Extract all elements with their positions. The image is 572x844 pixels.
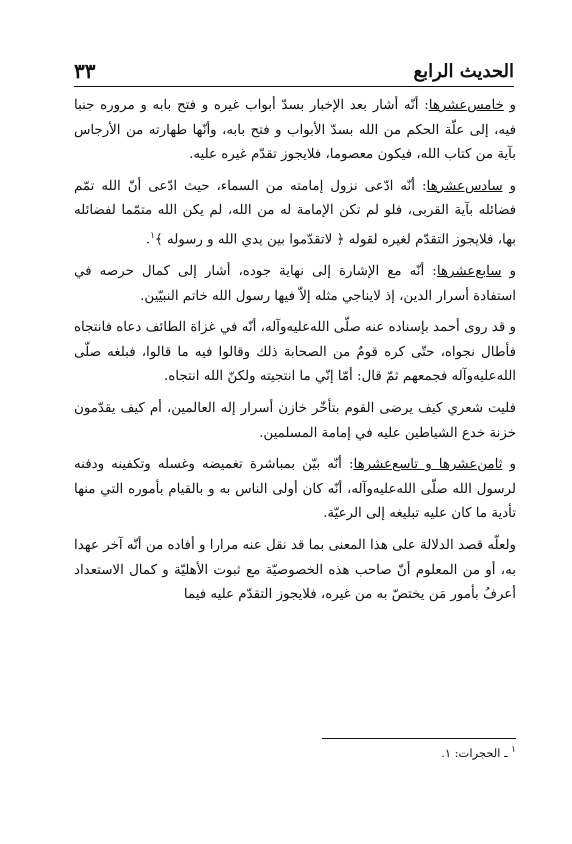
paragraph-prefix: و (502, 457, 516, 473)
paragraph-prefix: و (503, 98, 516, 113)
paragraph-end: . (145, 232, 151, 248)
paragraph-text: و قد روى أحمد بإسناده عنه صلّى الله‌عليه‌وآله، أنّه في غزاة الطائف دعاه فانتجاه فأطال نجواه، حتّى كره قومٌ من الصحابة ذلك وقالوا فيه ما قالوا، فبلغه صلّى الله‌عليه‌وآله فجمعهم ثمّ قال: أمّا إنّي ما انتجيته ولكنّ الله انتجاه. (74, 320, 516, 385)
paragraph (74, 316, 516, 390)
body-text (74, 94, 516, 615)
paragraph-text: ولعلّه قصد الدلالة على هذا المعنى بما قد نقل عنه مرارا و أفاده من أنّه آخر عهدا به، أو من المعلوم أنّ صاحب هذه الخصوصيّة مع ثبوت الأهليّة و كمال الاستعداد أعرفُ بأمور مَن يختصّ به من غيره، فلايجوز التقدّم عليه فيما (74, 537, 516, 603)
footnote-reference[interactable]: ١ (150, 230, 155, 241)
paragraph (74, 94, 516, 168)
section-marker: ثامن‌عشرها و تاسع‌عشرها (353, 457, 503, 473)
footnote-text: ـ الحجرات: ١. (441, 745, 508, 760)
footnote-divider (322, 738, 516, 739)
paragraph-prefix: و (502, 178, 516, 194)
paragraph (74, 397, 516, 446)
section-marker: سابع‌عشرها (436, 264, 502, 280)
footnote-number: ١ (511, 745, 516, 755)
page-number: ٣٣ (74, 59, 96, 83)
chapter-title: الحديث الرابع (413, 61, 514, 82)
section-marker: سادس‌عشرها (426, 178, 503, 194)
paragraph-text: : أنّه أشار بعد الإخبار بسدّ أبواب غيره و فتح بابه و مروره جنبا فيه، إلى علّة الحكم من الله بسدّ الأبواب و فتح بابه، وأنّها طهارته من الأرجاس بآية من كتاب الله، فيكون معصوما، فلايجوز تقدّم غيره عليه. (74, 98, 516, 163)
paragraph-text: فليت شعري كيف يرضى القوم بتأخّر خازن أسرار إله العالمين، أم كيف يقدّمون خزنة خدع الشياطين عليه في إمامة المسلمين. (74, 401, 516, 441)
paragraph (74, 534, 516, 608)
paragraph (74, 175, 516, 253)
footnote (300, 745, 516, 760)
paragraph (74, 453, 516, 527)
paragraph-text: : أنّه بيّن بمباشرة تغميضه وغسله وتكفينه ودفنه لرسول الله صلّى الله‌عليه‌وآله، أنّه كان أولى الناس به و بالقيام بأموره التي منها تأدية ما كان عليه تبليغه إلى الرعيّة. (74, 457, 516, 522)
paragraph-prefix: و (501, 264, 516, 280)
paragraph-text: : أنّه ادّعى نزول إمامته من السماء، حيث ادّعى أنّ الله تمّم فضائله بآية القربى، فلو لم تكن الإمامة له من الله، لم يكن الله متمّما لفضائله بها، فلايجوز التقدّم لغيره لقوله ﴿ لاتقدّموا بين يدي الله و رسوله ﴾ (74, 178, 516, 248)
page-header (74, 52, 514, 87)
paragraph-text: : أنّه مع الإشارة إلى نهاية جوده، أشار إلى كمال حرصه في استفادة أسرار الدين، إذ لايناجي مثله إلاّ فيها رسول الله خاتم النبيّين. (74, 264, 516, 304)
section-marker: خامس‌عشرها (428, 98, 504, 113)
paragraph (74, 260, 516, 309)
